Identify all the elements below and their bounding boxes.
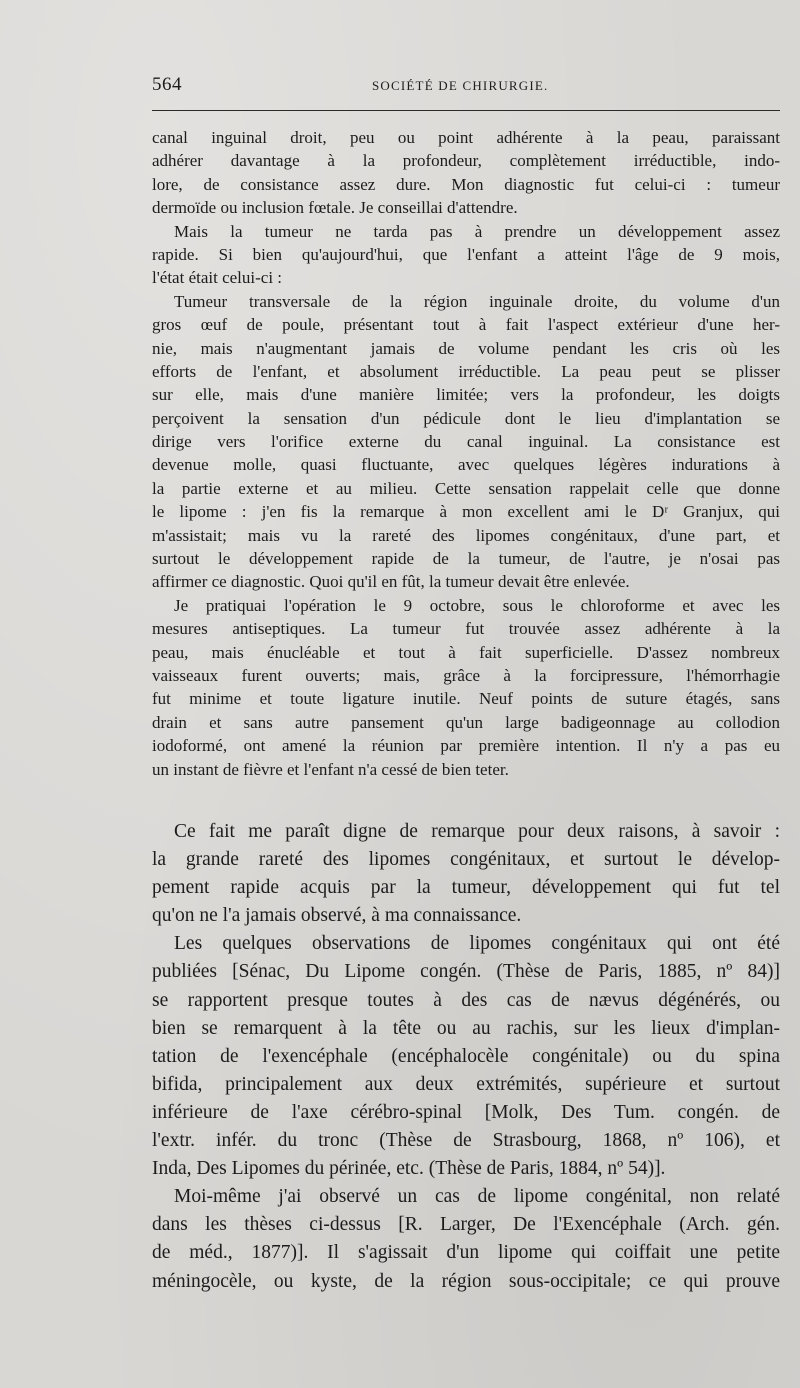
text-line: devenue molle, quasi fluctuante, avec quelques légères indurations à bbox=[152, 455, 780, 475]
text-line: drain et sans autre pansement qu'un large badigeonnage au collodion bbox=[152, 712, 780, 732]
text-line: Inda, Des Lipomes du périnée, etc. (Thèse de Paris, 1884, nº 54)]. bbox=[152, 1158, 666, 1180]
text-line: bien se remarquent à la tête ou au rachis, sur les lieux d'implan- bbox=[152, 1017, 780, 1039]
text-line: dans les thèses ci-dessus [R. Larger, De l'Exencéphale (Arch. gén. bbox=[152, 1214, 780, 1236]
page-number: 564 bbox=[152, 74, 182, 95]
text-line: Tumeur transversale de la région inguinale droite, du volume d'un bbox=[174, 291, 780, 311]
body-text-small bbox=[152, 126, 780, 781]
text-line: la grande rareté des lipomes congénitaux, et surtout le dévelop- bbox=[152, 849, 780, 871]
text-line: un instant de fièvre et l'enfant n'a cessé de bien teter. bbox=[152, 759, 509, 779]
text-line: peau, mais énucléable et tout à fait superficielle. D'assez nombreux bbox=[152, 642, 780, 662]
text-line: se rapportent presque toutes à des cas de nævus dégénérés, ou bbox=[152, 989, 780, 1011]
text-line: publiées [Sénac, Du Lipome congén. (Thèse de Paris, 1885, nº 84)] bbox=[152, 961, 780, 983]
text-line: vaisseaux furent ouverts; mais, grâce à la forcipressure, l'hémorrhagie bbox=[152, 665, 780, 685]
text-line: canal inguinal droit, peu ou point adhérente à la peau, paraissant bbox=[152, 128, 780, 147]
text-line: mesures antiseptiques. La tumeur fut trouvée assez adhérente à la bbox=[152, 619, 780, 639]
text-line: qu'on ne l'a jamais observé, à ma connaissance. bbox=[152, 905, 522, 927]
text-line: inférieure de l'axe cérébro-spinal [Molk, Des Tum. congén. de bbox=[152, 1101, 780, 1123]
text-line: le lipome : j'en fis la remarque à mon excellent ami le Dʳ Granjux, qui bbox=[152, 502, 780, 522]
text-line: iodoformé, ont amené la réunion par première intention. Il n'y a pas eu bbox=[152, 736, 780, 756]
text-line: perçoivent la sensation d'un pédicule dont le lieu d'implantation se bbox=[152, 408, 780, 428]
running-head bbox=[152, 74, 780, 100]
body-text-large bbox=[152, 818, 780, 1296]
text-line: bifida, principalement aux deux extrémités, supérieure et surtout bbox=[152, 1073, 780, 1095]
text-line: Les quelques observations de lipomes congénitaux qui ont été bbox=[174, 933, 780, 955]
text-line: Moi-même j'ai observé un cas de lipome congénital, non relaté bbox=[174, 1186, 780, 1208]
header-rule bbox=[152, 110, 780, 111]
text-line: l'état était celui-ci : bbox=[152, 268, 283, 288]
text-line: sur elle, mais d'une manière limitée; vers la profondeur, les doigts bbox=[152, 385, 780, 405]
text-line: fut minime et toute ligature inutile. Neuf points de suture étagés, sans bbox=[152, 689, 780, 709]
text-line: m'assistait; mais vu la rareté des lipomes congénitaux, d'une part, et bbox=[152, 525, 780, 545]
text-line: dirige vers l'orifice externe du canal inguinal. La consistance est bbox=[152, 432, 780, 452]
text-line: dermoïde ou inclusion fœtale. Je conseillai d'attendre. bbox=[152, 198, 518, 218]
text-line: efforts de l'enfant, et absolument irréductible. La peau peut se plisser bbox=[152, 361, 780, 381]
text-line: gros œuf de poule, présentant tout à fait l'aspect extérieur d'une her- bbox=[152, 315, 780, 335]
text-line: affirmer ce diagnostic. Quoi qu'il en fût, la tumeur devait être enlevée. bbox=[152, 572, 630, 592]
text-line: méningocèle, ou kyste, de la région sous-occipitale; ce qui prouve bbox=[152, 1270, 780, 1292]
text-line: la partie externe et au milieu. Cette sensation rappelait celle que donne bbox=[152, 478, 780, 498]
text-line: tation de l'exencéphale (encéphalocèle congénitale) ou du spina bbox=[152, 1045, 780, 1067]
text-line: lore, de consistance assez dure. Mon diagnostic fut celui-ci : tumeur bbox=[152, 174, 780, 194]
text-line: nie, mais n'augmentant jamais de volume pendant les cris où les bbox=[152, 338, 780, 358]
text-line: Ce fait me paraît digne de remarque pour deux raisons, à savoir : bbox=[174, 821, 780, 842]
journal-title: SOCIÉTÉ DE CHIRURGIE. bbox=[372, 78, 549, 93]
text-line: adhérer davantage à la profondeur, complètement irréductible, indo- bbox=[152, 151, 780, 171]
text-line: surtout le développement rapide de la tumeur, de l'autre, je n'osai pas bbox=[152, 549, 780, 569]
text-line: pement rapide acquis par la tumeur, développement qui fut tel bbox=[152, 877, 780, 899]
text-line: de méd., 1877)]. Il s'agissait d'un lipome qui coiffait une petite bbox=[152, 1242, 780, 1264]
text-line: rapide. Si bien qu'aujourd'hui, que l'enfant a atteint l'âge de 9 mois, bbox=[152, 244, 780, 264]
text-line: Je pratiquai l'opération le 9 octobre, sous le chloroforme et avec les bbox=[174, 595, 780, 615]
text-line: l'extr. infér. du tronc (Thèse de Strasbourg, 1868, nº 106), et bbox=[152, 1130, 780, 1152]
text-line: Mais la tumeur ne tarda pas à prendre un développement assez bbox=[174, 221, 780, 241]
